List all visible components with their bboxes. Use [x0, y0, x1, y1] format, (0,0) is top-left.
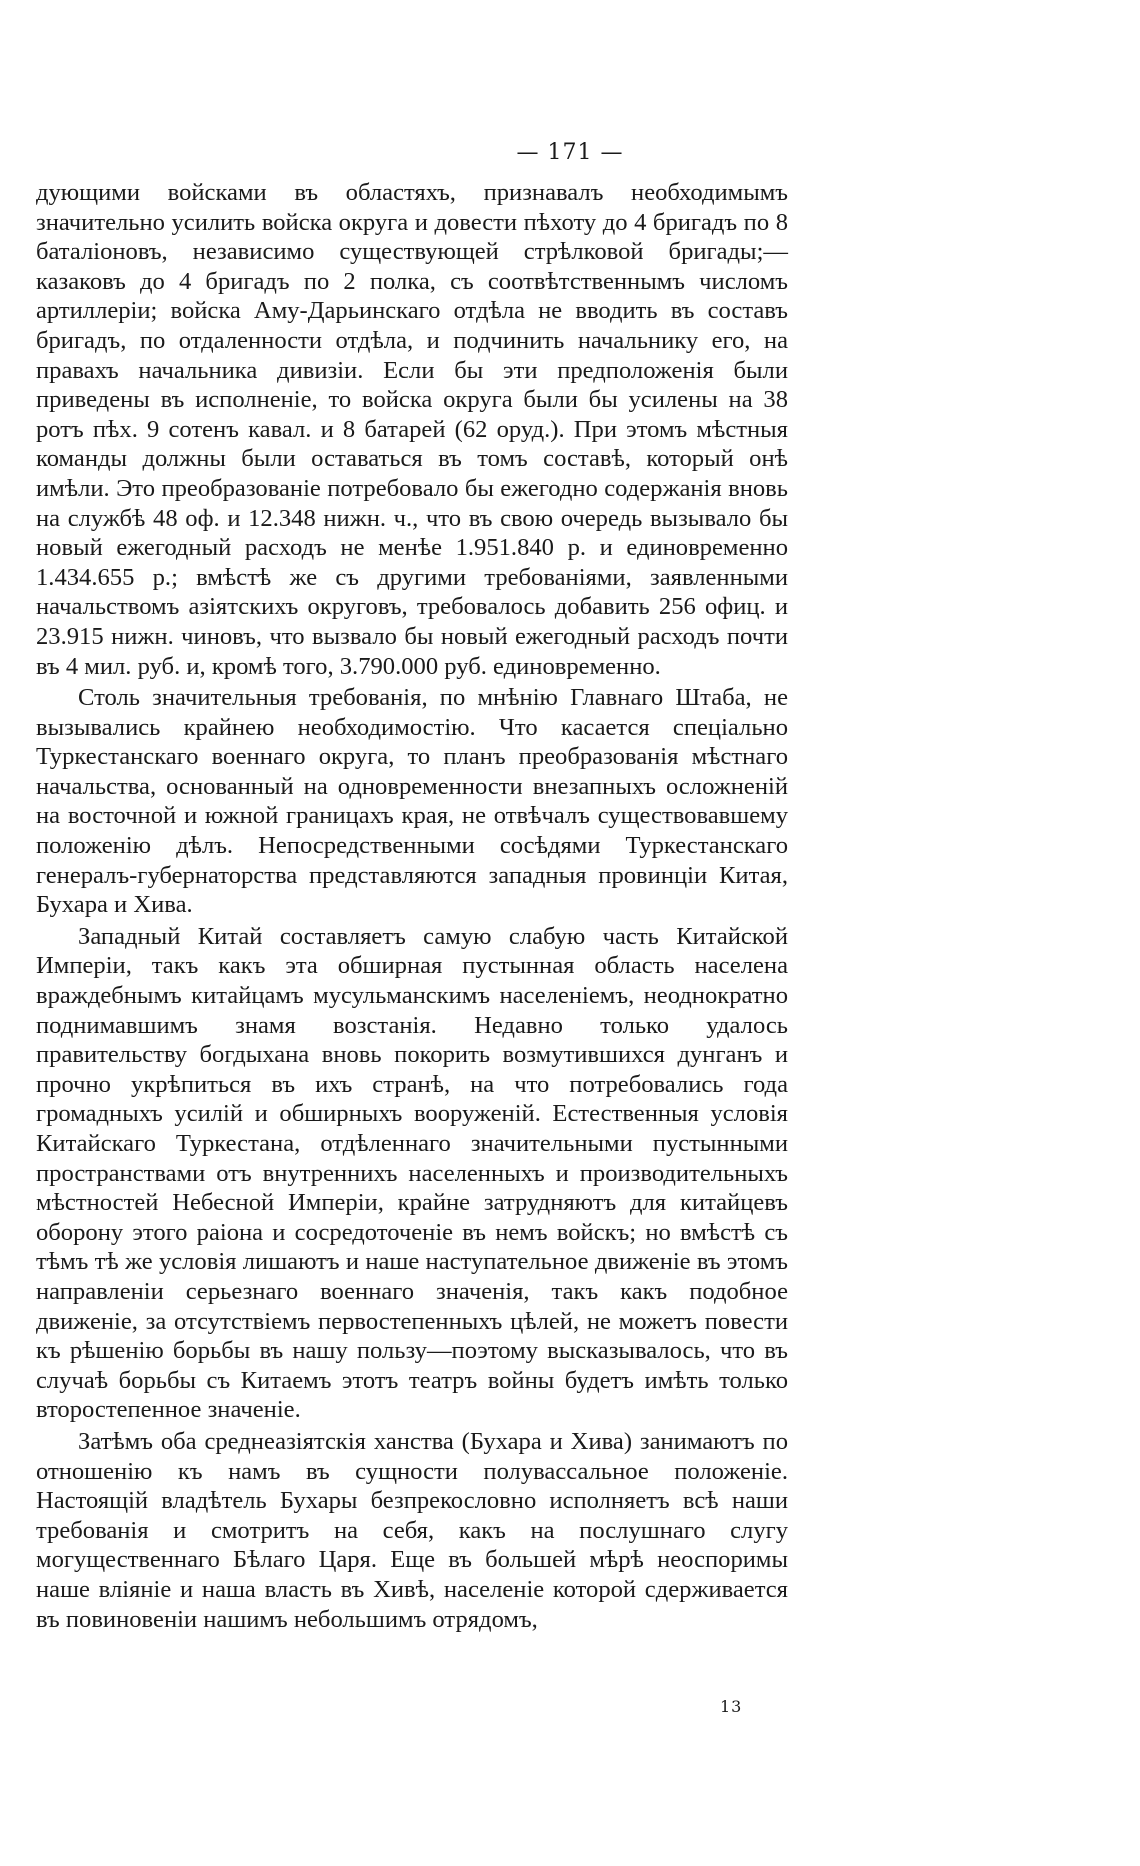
page-body	[36, 178, 788, 1636]
paragraph-4: Затѣмъ оба среднеазіятскія ханства (Бухара и Хива) занимаютъ по отношенію къ намъ въ сущности полувассальное положеніе. Настоящій владѣтель Бухары безпрекословно исполняетъ всѣ наши требованія и смотритъ на себя, какъ на послушнаго слугу могущественнаго Бѣлаго Царя. Еще въ большей мѣрѣ неоспоримы наше вліяніе и наша власть въ Хивѣ, населеніе которой сдерживается въ повиновеніи нашимъ небольшимъ отрядомъ,	[36, 1427, 788, 1633]
paragraph-3: Западный Китай составляетъ самую слабую часть Китайской Имперіи, такъ какъ эта обширная пустынная область населена враждебнымъ китайцамъ мусульманскимъ населеніемъ, неоднократно поднимавшимъ знамя возстанія. Недавно только удалось правительству богдыхана вновь покорить возмутившихся дунганъ и прочно укрѣпиться въ ихъ странѣ, на что потребовались года громадныхъ усилій и обширныхъ вооруженій. Естественныя условія Китайскаго Туркестана, отдѣленнаго значительными пустынными пространствами отъ внутреннихъ населенныхъ и производительныхъ мѣстностей Небесной Имперіи, крайне затрудняютъ для китайцевъ оборону этого раіона и сосредоточеніе въ немъ войскъ; но вмѣстѣ съ тѣмъ тѣ же условія лишаютъ и наше наступательное движеніе въ этомъ направленіи серьезнаго военнаго значенія, такъ какъ подобное движеніе, за отсутствіемъ первостепенныхъ цѣлей, не можетъ повести къ рѣшенію борьбы въ нашу пользу—поэтому высказывалось, что въ случаѣ борьбы съ Китаемъ этотъ театръ войны будетъ имѣть только второстепенное значеніе.	[36, 922, 788, 1424]
paragraph-1: дующими войсками въ областяхъ, признавалъ необходимымъ значительно усилить войска округа и довести пѣхоту до 4 бригадъ по 8 баталіоновъ, независимо существующей стрѣлковой бригады;—казаковъ до 4 бригадъ по 2 полка, съ соотвѣтственнымъ числомъ артиллеріи; войска Аму-Дарьинскаго отдѣла не вводить въ составъ бригадъ, по отдаленности отдѣла, и подчинить начальнику его, на правахъ начальника дивизіи. Если бы эти предположенія были приведены въ исполненіе, то войска округа были бы усилены на 38 ротъ пѣх. 9 сотенъ кавал. и 8 батарей (62 оруд.). При этомъ мѣстныя команды должны были оставаться въ томъ составѣ, который онѣ имѣли. Это преобразованіе потребовало бы ежегодно содержанія вновь на службѣ 48 оф. и 12.348 нижн. ч., что въ свою очередь вызывало бы новый ежегодный расходъ не менѣе 1.951.840 р. и единовременно 1.434.655 р.; вмѣстѣ же съ другими требованіями, заявленными начальствомъ азіятскихъ округовъ, требовалось добавить 256 офиц. и 23.915 нижн. чиновъ, что вызвало бы новый ежегодный расходъ почти въ 4 мил. руб. и, кромѣ того, 3.790.000 руб. единовременно.	[36, 179, 788, 680]
paragraph-2: Столь значительныя требованія, по мнѣнію Главнаго Штаба, не вызывались крайнею необходимостію. Что касается спеціально Туркестанскаго военнаго округа, то планъ преобразованія мѣстнаго начальства, основанный на одновременности внезапныхъ осложненій на восточной и южной границахъ края, не отвѣчалъ существовавшему положенію дѣлъ. Непосредственными сосѣдями Туркестанскаго генералъ-губернаторства представляются западныя провинціи Китая, Бухара и Хива.	[36, 684, 788, 919]
page-number: — 171 —	[516, 140, 624, 165]
signature-mark: 13	[720, 1697, 743, 1716]
